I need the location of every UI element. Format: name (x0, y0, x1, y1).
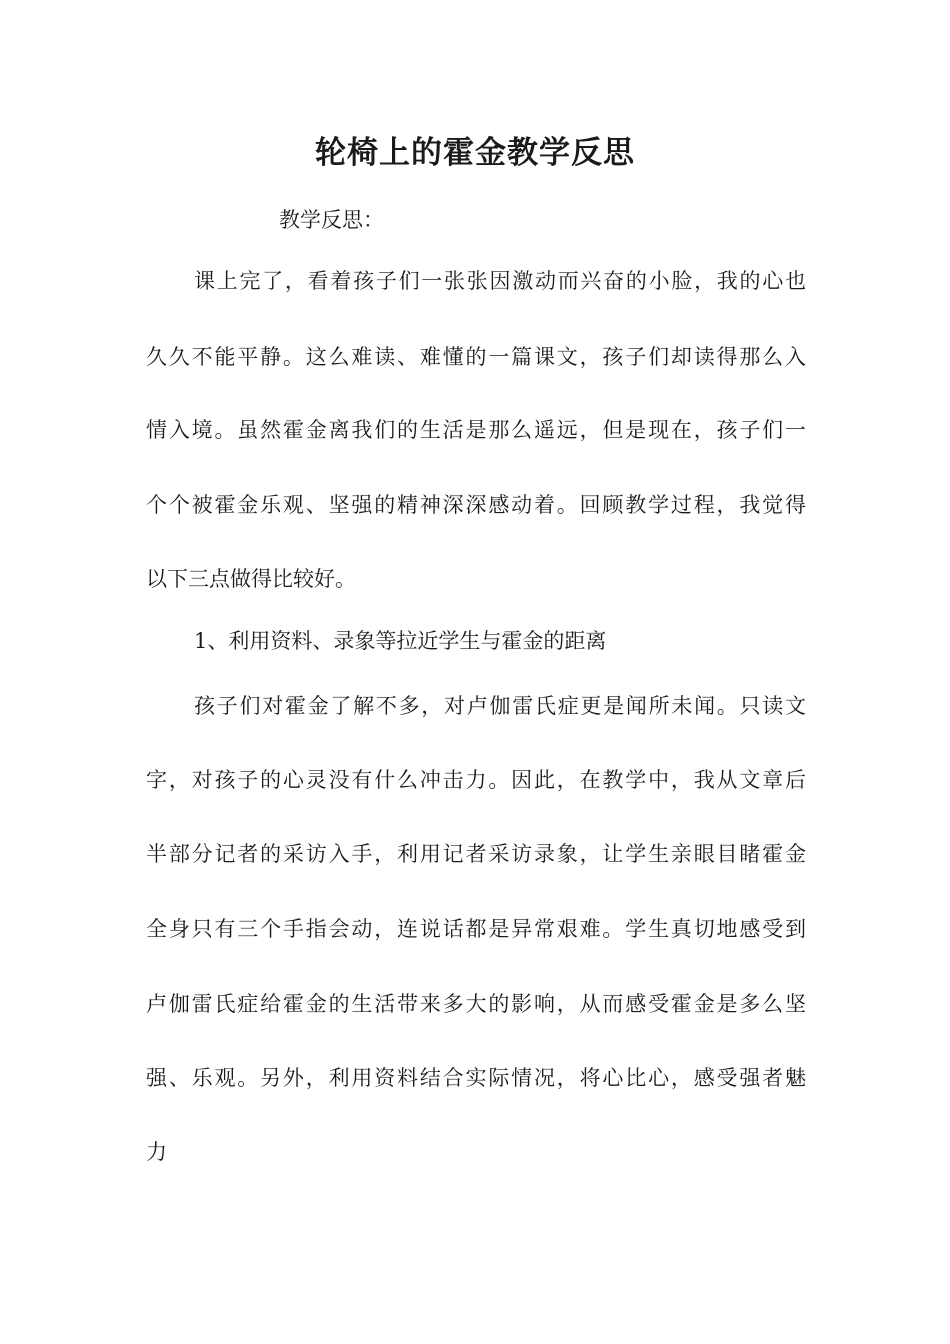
paragraph-line: 全身只有三个手指会动，连说话都是异常艰难。学生真切地感受到 (146, 917, 806, 941)
paragraph-line: 课上完了，看着孩子们一张张因激动而兴奋的小脸，我的心也 (194, 269, 806, 293)
document-title: 轮椅上的霍金教学反思 (315, 135, 635, 171)
paragraph-line: 情入境。虽然霍金离我们的生活是那么遥远，但是现在，孩子们一 (146, 418, 806, 442)
section-label: 教学反思： (279, 208, 384, 232)
paragraph-line: 久久不能平静。这么难读、难懂的一篇课文，孩子们却读得那么入 (146, 345, 806, 369)
paragraph-line: 强、乐观。另外，利用资料结合实际情况，将心比心，感受强者魅 (146, 1066, 806, 1090)
paragraph-line: 半部分记者的采访入手，利用记者采访录象，让学生亲眼目睹霍金 (146, 842, 806, 866)
paragraph-line: 个个被霍金乐观、坚强的精神深深感动着。回顾教学过程，我觉得 (146, 493, 806, 517)
paragraph-line: 卢伽雷氏症给霍金的生活带来多大的影响，从而感受霍金是多么坚 (146, 992, 806, 1016)
numbered-heading: 1、利用资料、录象等拉近学生与霍金的距离 (194, 629, 607, 653)
paragraph-line: 力 (146, 1140, 167, 1164)
paragraph-line: 以下三点做得比较好。 (146, 567, 356, 591)
paragraph-line: 孩子们对霍金了解不多，对卢伽雷氏症更是闻所未闻。只读文 (194, 694, 806, 718)
paragraph-line: 字，对孩子的心灵没有什么冲击力。因此，在教学中，我从文章后 (146, 768, 806, 792)
